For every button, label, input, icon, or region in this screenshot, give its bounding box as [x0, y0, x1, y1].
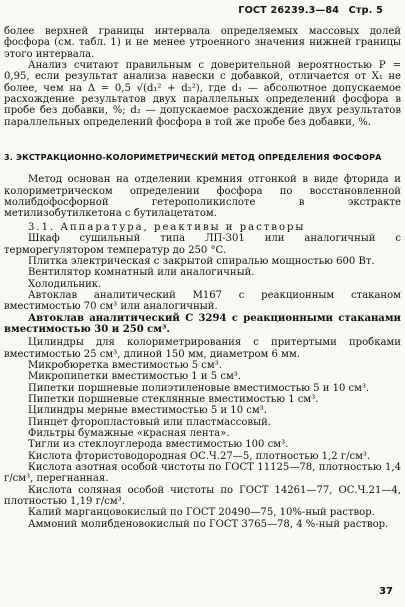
section-title: 3. ЭКСТРАКЦИОННО-КОЛОРИМЕТРИЧЕСКИЙ МЕТОД ОПРЕДЕЛЕНИЯ ФОСФОРА — [4, 152, 382, 163]
list-item: Автоклав аналитический М167 с реакционным стаканом вместимостью 70 см³ или аналогичный. — [4, 289, 401, 313]
list-item: Автоклав аналитический С 3294 с реакционными стаканами вместимостью 30 и 250 см³. — [4, 312, 401, 335]
paragraph: Анализ считают правильным с доверительной вероятностью P = 0,95, если результат анализа навески с добавкой, отличается от X₁ не более, чем на Δ = 0,5 √(d₁² + d₂²), где d₁ — абсолютное допускаемое расхождение результатов двух параллельных определений фосфора в пробе без добавки, %; d₂ — допускаемое расхождение двух результатов параллельных определений фосфора в той же пробе без добавки, %. — [4, 60, 401, 128]
list-item: Микропипетки вместимостью 1 и 5 см³. — [28, 371, 241, 383]
page-header — [238, 5, 383, 16]
list-item: Цилиндры для колориметрирования с притертыми пробками вместимостью 25 см³, длиной 150 мм, диаметром 6 мм. — [4, 337, 401, 360]
list-item: Тигли из стеклоуглерода вместимостью 100 см³. — [28, 439, 289, 451]
list-item: Фильтры бумажные «красная лента». — [28, 428, 230, 439]
list-item: Пипетки поршневые стеклянные вместимостью 1 см³. — [28, 393, 319, 405]
list-item: Микробюретка вместимостью 5 см³. — [28, 359, 222, 371]
list-item: Плитка электрическая с закрытой спиралью мощностью 600 Вт. — [28, 255, 375, 267]
header-page-label: Стр. 5 — [348, 5, 383, 16]
list-item: Холодильник. — [28, 278, 102, 290]
list-item: Шкаф сушильный типа ЛП-301 или аналогичный с терморегулятором температур до 250 °С. — [4, 233, 401, 256]
list-item: Цилиндры мерные вместимостью 5 и 10 см³. — [28, 405, 267, 417]
paragraph: Метод основан на отделении кремния отгонкой в виде фторида и колориметрическом определении фосфора по восстановленной молибдофосфорной гетерополикислоте в экстракте метилизобутилкетона с бутилацетатом. — [4, 174, 401, 220]
list-item: Калий марганцовокислый по ГОСТ 20490—75, 10%-ный раствор. — [28, 507, 375, 519]
document-body — [4, 26, 401, 530]
standard-number: ГОСТ 26239.3—84 — [238, 5, 340, 16]
paragraph: более верхней границы интервала определяемых массовых долей фосфора (см. табл. 1) и не менее утроенного значения нижней границы этого интервала. — [4, 26, 401, 60]
list-item: Кислота азотная особой чистоты по ГОСТ 11125—78, плотностью 1,4 г/см³, перегнанная. — [4, 462, 401, 485]
list-item: Пинцет фторопластовый или пластмассовый. — [28, 416, 271, 428]
list-item: Вентилятор комнатный или аналогичный. — [28, 267, 255, 279]
list-item: Кислота соляная особой чистоты по ГОСТ 14261—77, ОС.Ч.21—4, плотностью 1,19 г/см³. — [4, 484, 401, 508]
page-number: 37 — [379, 586, 393, 597]
list-item: Пипетки поршневые полиэтиленовые вместимостью 5 и 10 см³. — [28, 382, 370, 394]
list-item: Аммоний молибденовокислый по ГОСТ 3765—78, 4 %-ный раствор. — [28, 518, 389, 530]
subsection-title: 3.1. Аппаратура, реактивы и растворы — [28, 221, 306, 233]
list-item: Кислота фтористоводородная ОС.Ч.27—5, плотностью 1,2 г/см³. — [28, 450, 371, 462]
